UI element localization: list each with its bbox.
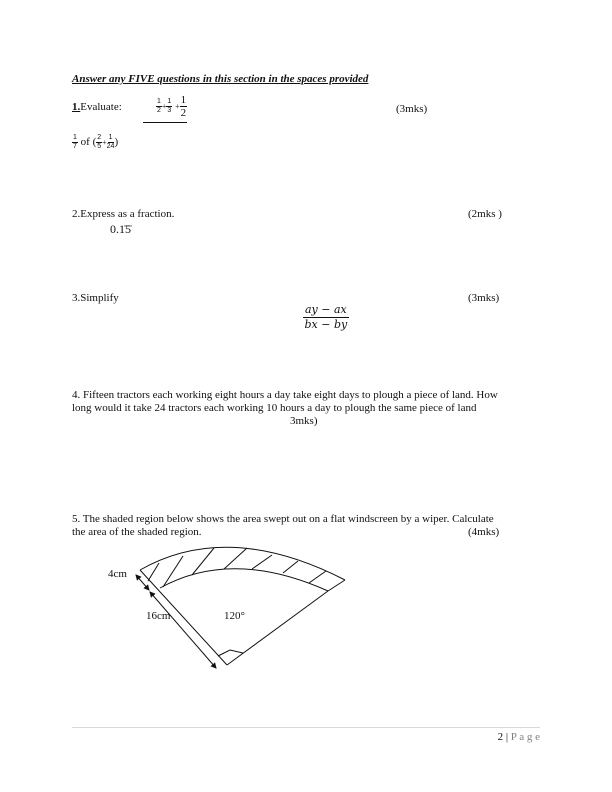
fraction: $\frac{1}{2}$ bbox=[180, 94, 187, 119]
q4-marks: 3mks) bbox=[290, 415, 318, 427]
fraction: $\frac{1}{2}$ bbox=[157, 98, 161, 114]
q3-denominator: bx − by bbox=[304, 318, 348, 331]
outer-width-label: 4cm bbox=[108, 568, 127, 580]
inner-radius-label: 16cm bbox=[146, 610, 171, 622]
q5-line2: the area of the shaded region. bbox=[72, 526, 202, 538]
right-radius bbox=[227, 591, 328, 665]
q3-label: 3.Simplify bbox=[72, 292, 119, 304]
q4-line1: 4. Fifteen tractors each working eight hours a day take eight days to plough a piece of land. How bbox=[72, 389, 498, 401]
fraction: $\frac{1}{7}$ bbox=[73, 134, 77, 150]
angle-mark bbox=[218, 650, 243, 656]
q1-number: 1. bbox=[72, 101, 81, 113]
q1-label: Evaluate: bbox=[80, 101, 122, 113]
q1-expression: $\frac{1}{2}$ + $\frac{1}{3}$ + $\frac{1}{2}$ bbox=[143, 94, 187, 123]
q5-marks: (4mks) bbox=[468, 526, 500, 538]
q3-numerator: ay − ax bbox=[305, 303, 347, 316]
fraction: $\frac{2}{5}$ bbox=[97, 134, 102, 150]
q2-label: 2.Express as a fraction. bbox=[72, 208, 175, 220]
q1-marks: (3mks) bbox=[396, 103, 428, 115]
fraction: $\frac{1}{3}$ bbox=[167, 98, 172, 114]
q2-value: 0.1̇5̇ bbox=[110, 222, 131, 236]
fraction: $\frac{1}{24}$ bbox=[106, 134, 115, 150]
q2-marks: (2mks ) bbox=[468, 208, 502, 220]
q5-line1: 5. The shaded region below shows the area swept out on a flat windscreen by a wiper. Calculate bbox=[72, 513, 494, 525]
inner-arc bbox=[160, 569, 328, 591]
q1-expression-2: $\frac{1}{7}$ of ( $\frac{2}{5}$ + $\frac{1}{24}$ ) bbox=[73, 134, 119, 150]
q3-marks: (3mks) bbox=[468, 292, 500, 304]
footer-divider bbox=[72, 727, 540, 728]
inner-dimension-arrow bbox=[150, 592, 216, 668]
footer-page-number: 2 | P a g e bbox=[497, 731, 540, 743]
q4-line2: long would it take 24 tractors each working 10 hours a day to plough the same piece of land bbox=[72, 402, 477, 414]
angle-label: 120° bbox=[224, 610, 245, 622]
section-heading: Answer any FIVE questions in this section in the spaces provided bbox=[72, 73, 369, 85]
